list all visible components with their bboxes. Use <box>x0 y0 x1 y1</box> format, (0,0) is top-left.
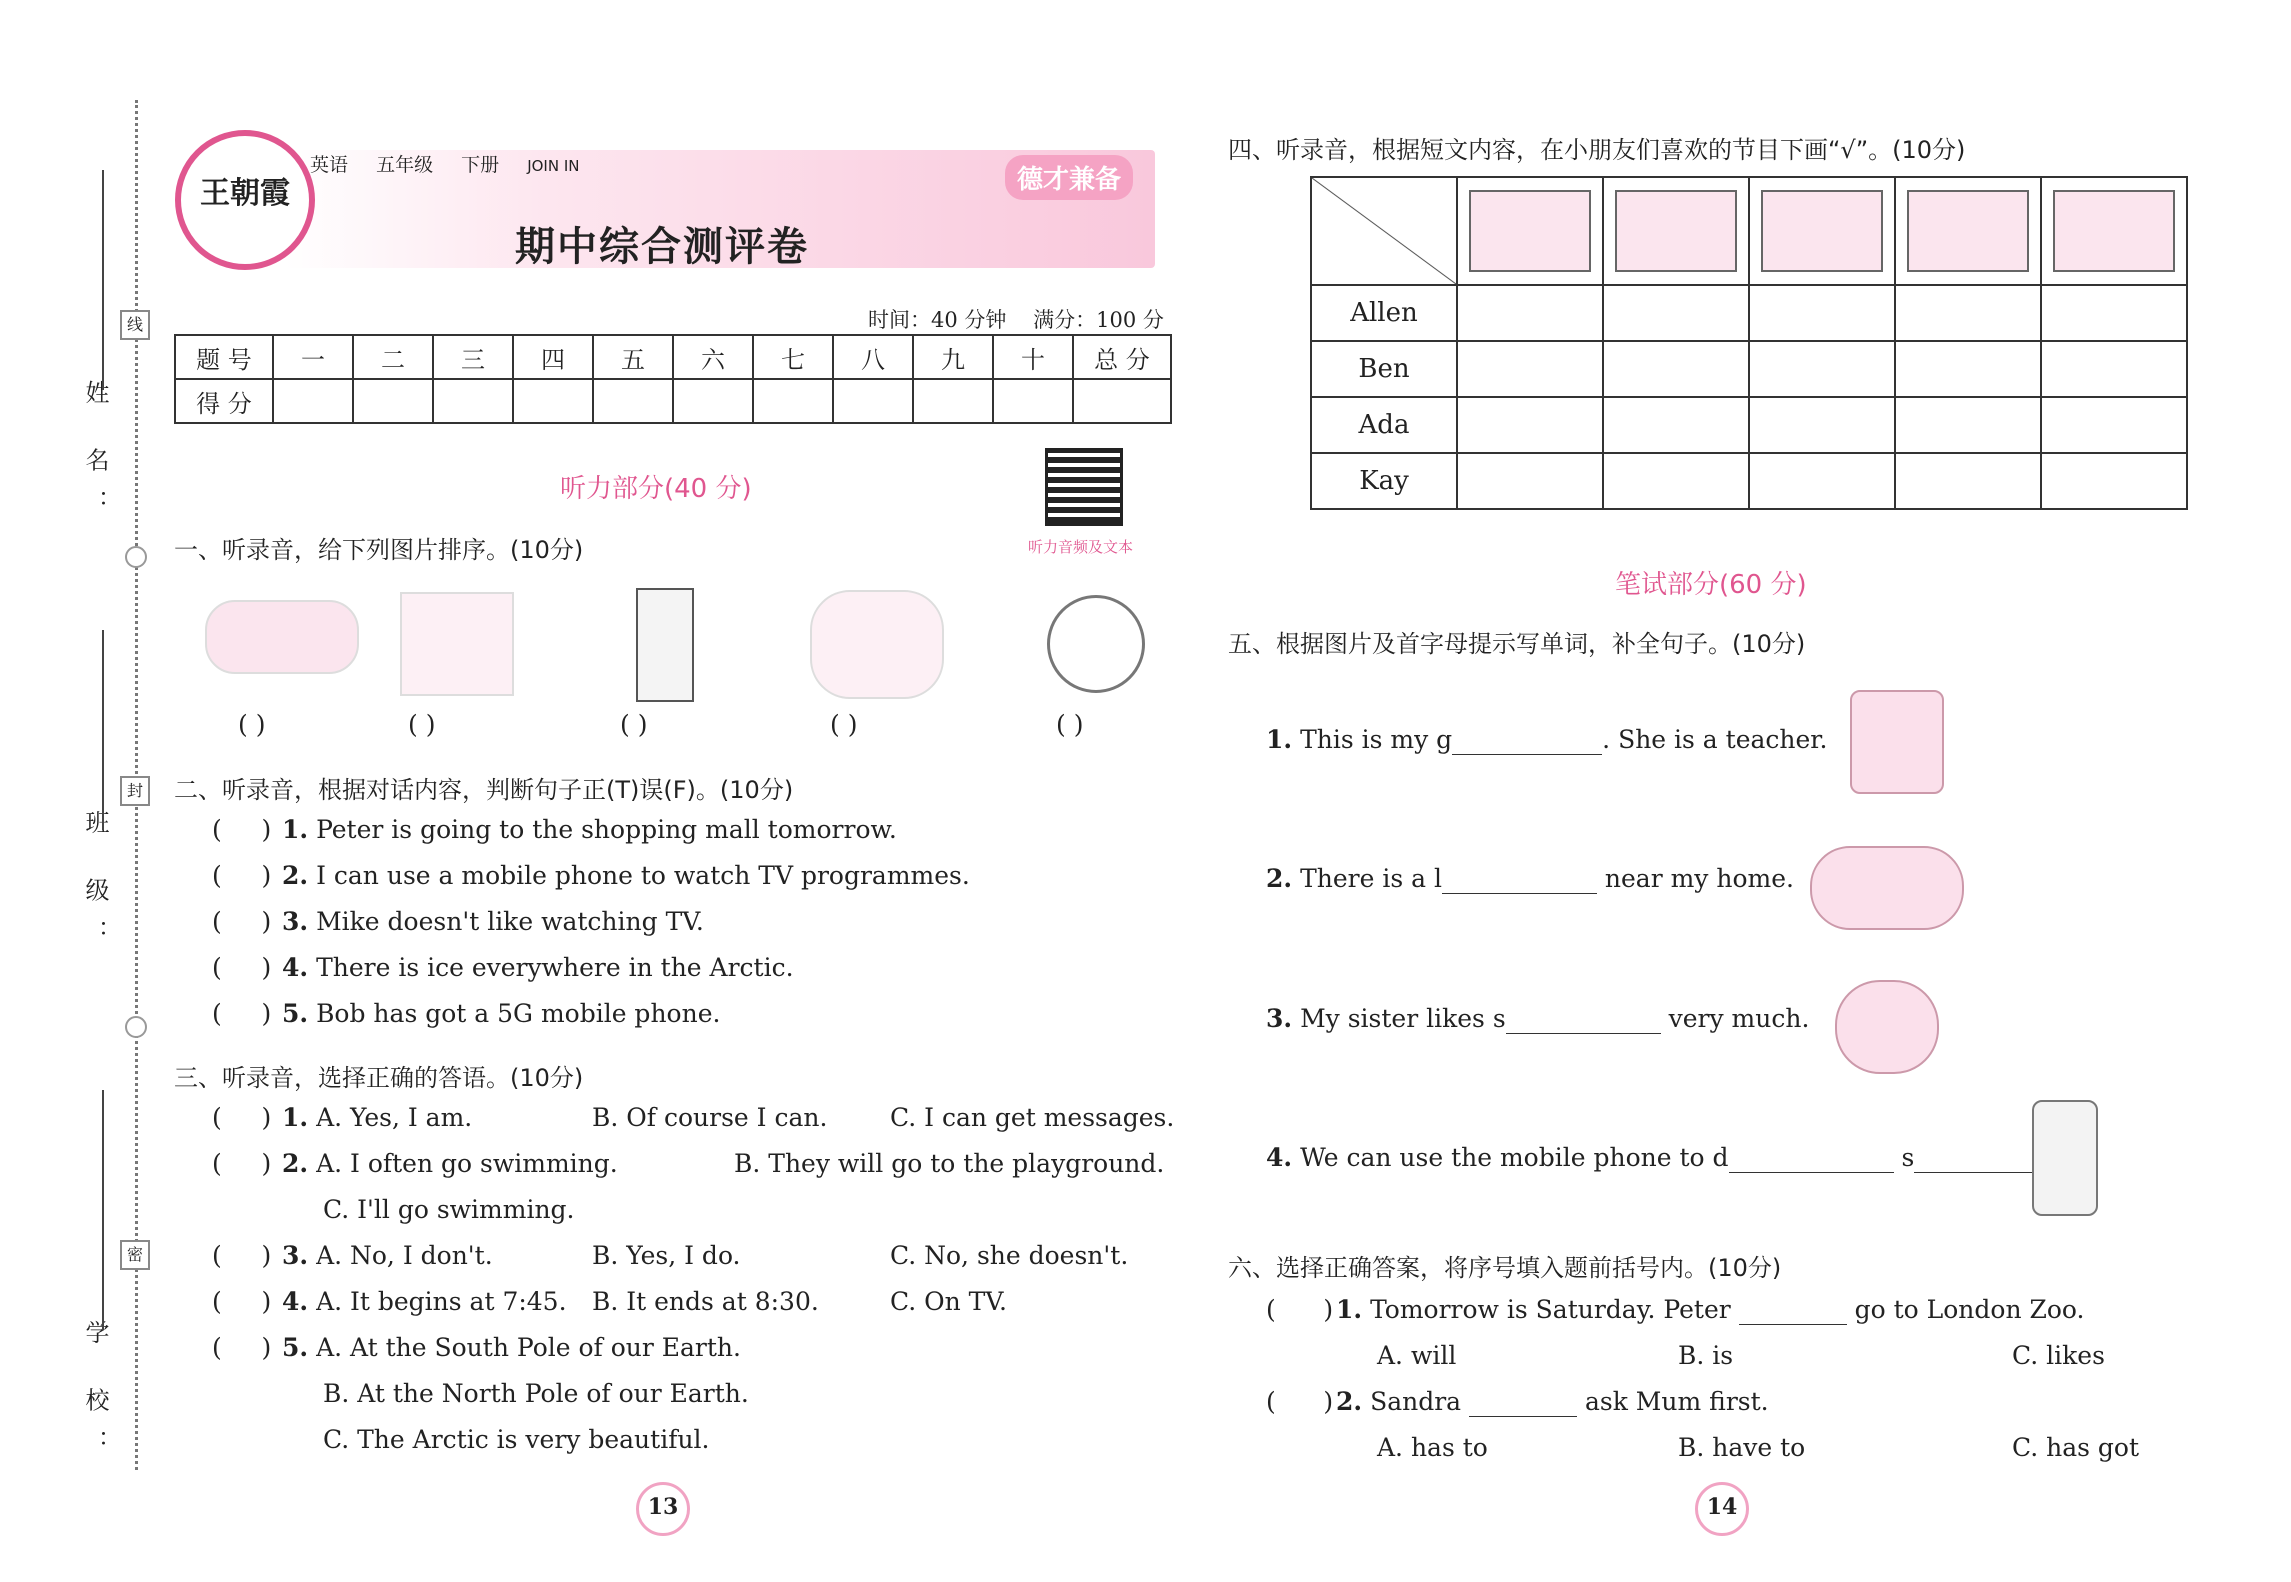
item-prefix: We can use the mobile phone to d <box>1300 1143 1729 1172</box>
q3-item <box>212 1149 618 1178</box>
class-line <box>102 630 104 830</box>
child-name: Kay <box>1311 453 1457 509</box>
item-number: 3. <box>1266 1004 1293 1033</box>
q4-title: 四、听录音，根据短文内容，在小朋友们喜欢的节目下画“√”。(10分) <box>1228 136 1966 164</box>
option-b: B. It ends at 8:30. <box>592 1287 819 1316</box>
q3-title: 三、听录音，选择正确的答语。(10分) <box>174 1064 584 1092</box>
page-number-right: 14 <box>1695 1482 1749 1536</box>
answer-paren[interactable]: ( ) <box>212 815 272 844</box>
option-a: A. At the South Pole of our Earth. <box>316 1333 741 1362</box>
item-suffix: very much. <box>1660 1004 1810 1033</box>
lake-picture <box>1810 846 1964 930</box>
q2-item <box>212 999 720 1028</box>
program-header-row <box>1311 177 2187 285</box>
check-cell[interactable] <box>1603 285 1749 341</box>
item-text: Mike doesn't like watching TV. <box>316 907 704 936</box>
score-cell[interactable] <box>673 379 753 423</box>
fishing-picture <box>810 590 944 699</box>
item-text: I can use a mobile phone to watch TV programmes. <box>316 861 970 890</box>
item-number: 1. <box>282 815 309 844</box>
table-row <box>1311 397 2187 453</box>
q1-answer-paren[interactable]: ( ) <box>620 710 648 739</box>
listening-section-title: 听力部分(40 分) <box>560 474 752 504</box>
table-cell: 十 <box>993 335 1073 379</box>
answer-paren[interactable]: ( ) <box>212 1103 272 1132</box>
q1-answer-paren[interactable]: ( ) <box>408 710 436 739</box>
q1-answer-paren[interactable]: ( ) <box>1056 710 1084 739</box>
check-cell[interactable] <box>1457 397 1603 453</box>
q5-item <box>1266 864 1794 894</box>
check-cell[interactable] <box>1895 397 2041 453</box>
item-number: 1. <box>1266 725 1293 754</box>
check-cell[interactable] <box>1749 397 1895 453</box>
item-prefix: Tomorrow is Saturday. Peter <box>1370 1295 1731 1324</box>
sweets-picture <box>1835 980 1939 1074</box>
q3-item <box>212 1333 741 1362</box>
program-table <box>1310 176 2188 510</box>
option-c: C. likes <box>2012 1341 2105 1370</box>
item-text: Bob has got a 5G mobile phone. <box>316 999 721 1028</box>
q2-title: 二、听录音，根据对话内容，判断句子正(T)误(F)。(10分) <box>174 776 794 804</box>
answer-paren[interactable]: ( ) <box>212 1149 272 1178</box>
bed-picture <box>205 600 359 674</box>
tick-feng: 封 <box>120 776 150 806</box>
binding-hole-icon <box>125 1016 147 1038</box>
check-cell[interactable] <box>1457 453 1603 509</box>
answer-paren[interactable]: ( ) <box>212 1333 272 1362</box>
school-label: 学 校： <box>81 1320 109 1472</box>
check-cell[interactable] <box>1457 341 1603 397</box>
check-cell[interactable] <box>1603 341 1749 397</box>
score-cell[interactable] <box>993 379 1073 423</box>
check-cell[interactable] <box>1895 285 2041 341</box>
item-number: 5. <box>282 999 309 1028</box>
grandmother-picture <box>1850 690 1944 794</box>
diagonal-cell <box>1311 177 1457 285</box>
item-suffix: . She is a teacher. <box>1602 725 1828 754</box>
boy-selfie-picture <box>400 592 514 696</box>
q2-item <box>212 907 704 936</box>
answer-blank[interactable] <box>1739 1295 1847 1325</box>
answer-paren[interactable]: ( ) <box>212 999 272 1028</box>
item-number: 2. <box>282 1149 309 1178</box>
clock-picture <box>1047 595 1145 693</box>
phone-booth-picture <box>636 588 694 702</box>
score-cell[interactable] <box>833 379 913 423</box>
item-number: 3. <box>282 1241 309 1270</box>
q6-title: 六、选择正确答案，将序号填入题前括号内。(10分) <box>1228 1254 1782 1282</box>
q5-item <box>1266 1143 2070 1173</box>
table-cell: 七 <box>753 335 833 379</box>
score-header-row <box>175 335 1171 379</box>
qr-code-icon[interactable] <box>1045 448 1123 526</box>
table-row <box>1311 285 2187 341</box>
item-prefix: My sister likes s <box>1300 1004 1506 1033</box>
q5-title: 五、根据图片及首字母提示写单词，补全句子。(10分) <box>1228 630 1806 658</box>
option-a: A. Yes, I am. <box>316 1103 473 1132</box>
table-cell: 九 <box>913 335 993 379</box>
tick-xian: 线 <box>120 310 150 340</box>
item-suffix: near my home. <box>1596 864 1794 893</box>
answer-paren[interactable]: ( ) <box>212 1241 272 1270</box>
item-prefix: There is a l <box>1300 864 1442 893</box>
check-cell[interactable] <box>1749 285 1895 341</box>
check-cell[interactable] <box>1603 453 1749 509</box>
check-cell[interactable] <box>2041 341 2187 397</box>
option-c: C. The Arctic is very beautiful. <box>323 1425 710 1454</box>
tv-program-picture <box>1907 190 2029 272</box>
option-b: B. Yes, I do. <box>592 1241 741 1270</box>
badge: 德才兼备 <box>1005 155 1133 200</box>
q2-item <box>212 953 794 982</box>
tv-program-picture <box>1469 190 1591 272</box>
item-middle: s <box>1893 1143 1915 1172</box>
item-number: 1. <box>1336 1295 1363 1324</box>
program-cell <box>1749 177 1895 285</box>
q2-item <box>212 815 897 844</box>
child-name: Ada <box>1311 397 1457 453</box>
item-prefix: Sandra <box>1370 1387 1462 1416</box>
exam-meta <box>868 304 1164 334</box>
score-table <box>174 334 1172 424</box>
check-cell[interactable] <box>1603 397 1749 453</box>
item-suffix: go to London Zoo. <box>1854 1295 2085 1324</box>
check-cell[interactable] <box>2041 397 2187 453</box>
check-cell[interactable] <box>1457 285 1603 341</box>
score-cell[interactable] <box>513 379 593 423</box>
table-cell: 题 号 <box>175 335 273 379</box>
answer-blank[interactable] <box>1442 864 1597 894</box>
score-cell[interactable] <box>913 379 993 423</box>
tv-program-picture <box>2053 190 2175 272</box>
full-score-text: 满分：100 分 <box>1033 308 1164 332</box>
option-c: C. has got <box>2012 1433 2140 1462</box>
option-a: A. will <box>1377 1341 1457 1370</box>
item-suffix: ask Mum first. <box>1584 1387 1769 1416</box>
score-cell[interactable] <box>273 379 353 423</box>
score-cell[interactable] <box>593 379 673 423</box>
item-text: Peter is going to the shopping mall tomorrow. <box>316 815 897 844</box>
q5-item <box>1266 725 1827 755</box>
option-b: B. have to <box>1678 1433 1806 1462</box>
q3-item <box>212 1287 567 1316</box>
answer-paren[interactable]: ( ) <box>212 953 272 982</box>
class-label: 班 级： <box>81 810 109 962</box>
item-number: 1. <box>282 1103 309 1132</box>
child-name: Allen <box>1311 285 1457 341</box>
table-row <box>1311 341 2187 397</box>
grade-tag: 五年级 <box>376 154 434 176</box>
table-cell: 二 <box>353 335 433 379</box>
q1-answer-paren[interactable]: ( ) <box>238 710 266 739</box>
page-number-left: 13 <box>636 1482 690 1536</box>
table-cell: 五 <box>593 335 673 379</box>
item-number: 4. <box>282 1287 309 1316</box>
table-row <box>1311 453 2187 509</box>
subject-tag: 英语 <box>310 154 349 176</box>
answer-paren[interactable]: ( ) <box>1266 1387 1334 1416</box>
option-b: B. Of course I can. <box>592 1103 828 1132</box>
answer-paren[interactable]: ( ) <box>212 907 272 936</box>
q1-title: 一、听录音，给下列图片排序。(10分) <box>174 536 584 564</box>
program-cell <box>2041 177 2187 285</box>
option-b: B. They will go to the playground. <box>734 1149 1165 1178</box>
score-cell[interactable] <box>1073 379 1171 423</box>
program-cell <box>1457 177 1603 285</box>
brand-name: 王朝霞 <box>200 176 290 211</box>
q6-item <box>1266 1387 1769 1417</box>
program-cell <box>1603 177 1749 285</box>
item-number: 3. <box>282 907 309 936</box>
option-b: B. At the North Pole of our Earth. <box>323 1379 749 1408</box>
score-row <box>175 379 1171 423</box>
answer-blank[interactable] <box>1452 725 1602 755</box>
check-cell[interactable] <box>1895 341 2041 397</box>
option-a: A. I often go swimming. <box>316 1149 618 1178</box>
answer-paren[interactable]: ( ) <box>212 861 272 890</box>
score-cell[interactable] <box>753 379 833 423</box>
table-cell: 四 <box>513 335 593 379</box>
option-a: A. No, I don't. <box>316 1241 493 1270</box>
check-cell[interactable] <box>2041 285 2187 341</box>
q3-item <box>212 1241 493 1270</box>
option-a: A. It begins at 7:45. <box>316 1287 567 1316</box>
mobile-phone-picture <box>2032 1100 2098 1216</box>
q3-item <box>212 1103 472 1132</box>
name-line <box>102 170 104 390</box>
school-line <box>102 1090 104 1330</box>
table-cell: 一 <box>273 335 353 379</box>
score-cell[interactable] <box>433 379 513 423</box>
option-c: C. On TV. <box>890 1287 1007 1316</box>
brand-logo <box>175 130 315 270</box>
item-number: 2. <box>282 861 309 890</box>
answer-blank[interactable] <box>1469 1387 1577 1417</box>
program-cell <box>1895 177 2041 285</box>
item-prefix: This is my g <box>1300 725 1453 754</box>
tv-program-picture <box>1615 190 1737 272</box>
answer-blank[interactable] <box>1729 1143 1894 1173</box>
tv-program-picture <box>1761 190 1883 272</box>
subject-tags <box>310 150 601 177</box>
q2-item <box>212 861 970 890</box>
page-title: 期中综合测评卷 <box>515 224 809 270</box>
option-c: C. No, she doesn't. <box>890 1241 1129 1270</box>
item-number: 2. <box>1336 1387 1363 1416</box>
answer-paren[interactable]: ( ) <box>1266 1295 1334 1324</box>
check-cell[interactable] <box>1749 341 1895 397</box>
name-label: 姓 名： <box>81 380 109 532</box>
series-tag: JOIN IN <box>527 157 580 175</box>
time-text: 时间：40 分钟 <box>868 308 1007 332</box>
option-c: C. I'll go swimming. <box>323 1195 575 1224</box>
writing-section-title: 笔试部分(60 分) <box>1615 570 1807 600</box>
score-cell[interactable] <box>353 379 433 423</box>
answer-paren[interactable]: ( ) <box>212 1287 272 1316</box>
table-cell: 六 <box>673 335 753 379</box>
q6-item <box>1266 1295 2085 1325</box>
volume-tag: 下册 <box>461 154 500 176</box>
check-cell[interactable] <box>2041 453 2187 509</box>
option-a: A. has to <box>1377 1433 1488 1462</box>
check-cell[interactable] <box>1895 453 2041 509</box>
q1-answer-paren[interactable]: ( ) <box>830 710 858 739</box>
binding-hole-icon <box>125 546 147 568</box>
qr-caption: 听力音频及文本 <box>1028 538 1134 556</box>
check-cell[interactable] <box>1749 453 1895 509</box>
option-c: C. I can get messages. <box>890 1103 1175 1132</box>
item-number: 4. <box>1266 1143 1293 1172</box>
q5-item <box>1266 1004 1809 1034</box>
child-name: Ben <box>1311 341 1457 397</box>
table-cell: 三 <box>433 335 513 379</box>
tick-mi: 密 <box>120 1240 150 1270</box>
item-number: 4. <box>282 953 309 982</box>
item-text: There is ice everywhere in the Arctic. <box>316 953 794 982</box>
item-number: 2. <box>1266 864 1293 893</box>
item-number: 5. <box>282 1333 309 1362</box>
table-cell: 总 分 <box>1073 335 1171 379</box>
score-label: 得 分 <box>175 379 273 423</box>
option-b: B. is <box>1678 1341 1734 1370</box>
answer-blank[interactable] <box>1506 1004 1661 1034</box>
header-banner <box>175 120 1155 270</box>
table-cell: 八 <box>833 335 913 379</box>
